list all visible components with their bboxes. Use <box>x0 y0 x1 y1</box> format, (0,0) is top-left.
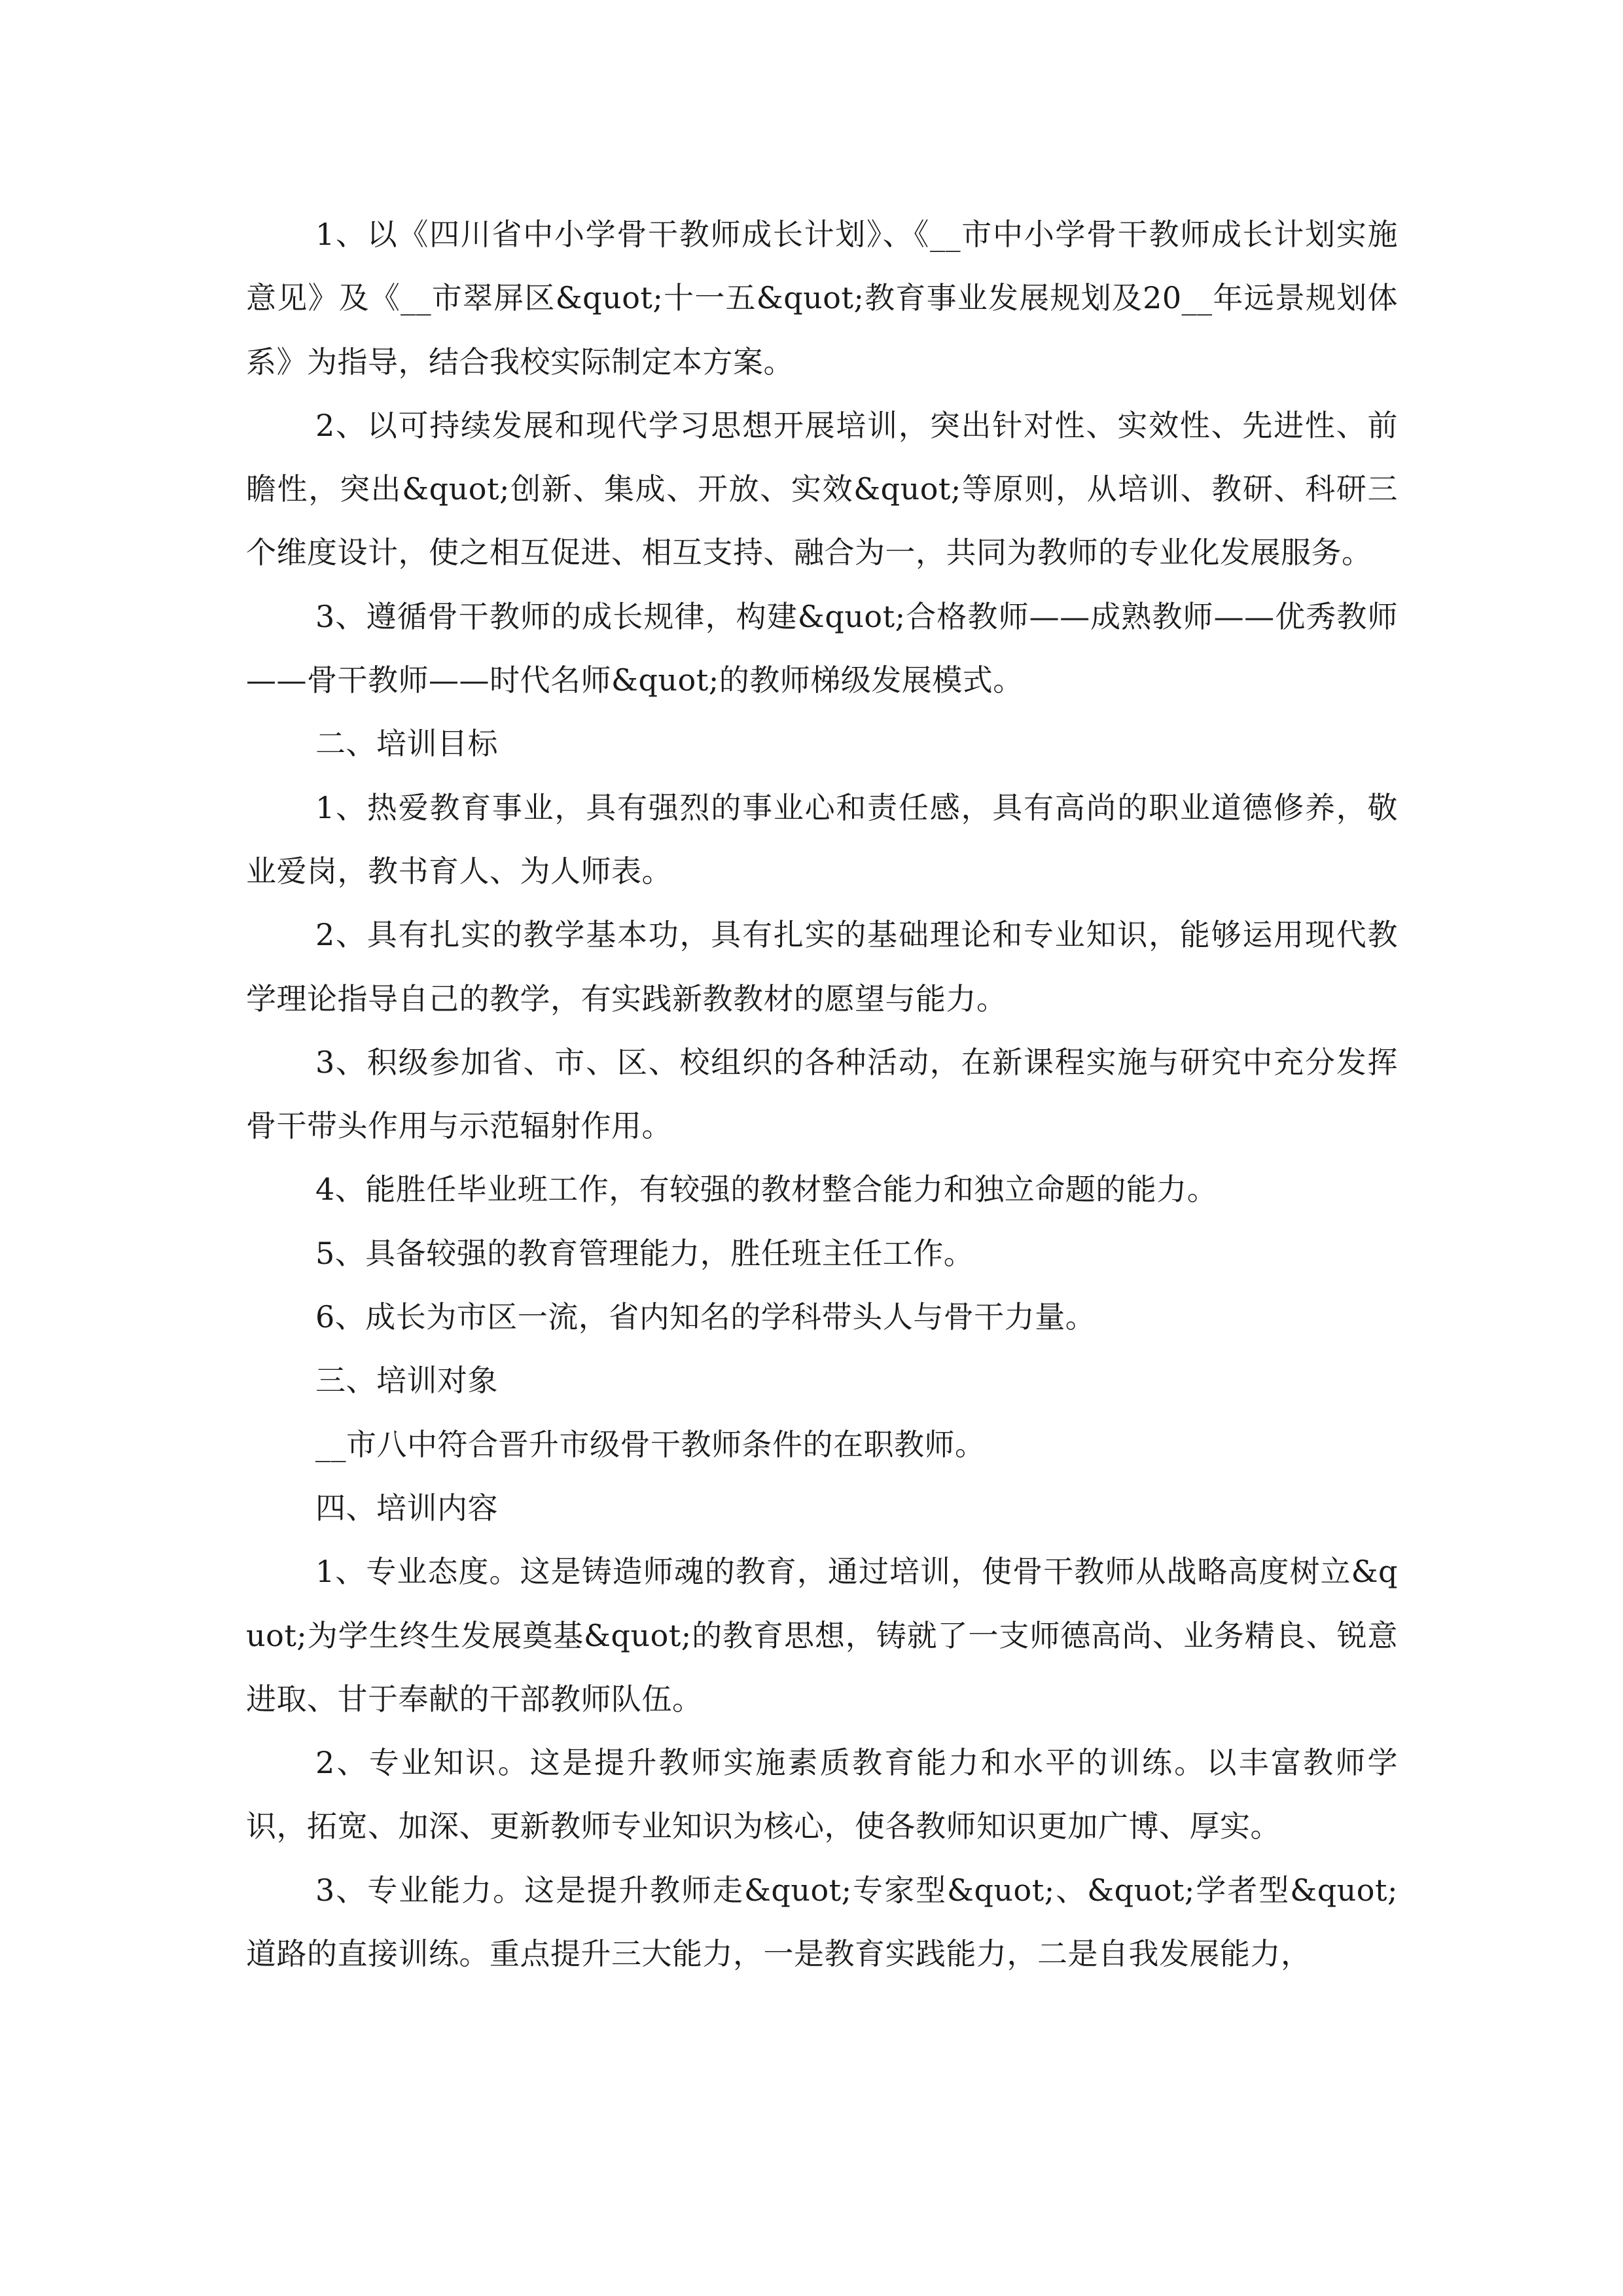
paragraph-goal-4: 4、能胜任毕业班工作，有较强的教材整合能力和独立命题的能力。 <box>315 1172 1218 1208</box>
paragraph-goal-6: 6、成长为市区一流，省内知名的学科带头人与骨干力量。 <box>315 1299 1096 1335</box>
section-heading-training-goals: 二、培训目标 <box>315 726 498 762</box>
paragraph-goal-1: 1、热爱教育事业，具有强烈的事业心和责任感，具有高尚的职业道德修养，敬业爱岗，教书育人、为人师表。 <box>246 789 1398 889</box>
paragraph-targets: __市八中符合晋升市级骨干教师条件的在职教师。 <box>315 1426 986 1462</box>
paragraph-goal-3: 3、积级参加省、市、区、校组织的各种活动，在新课程实施与研究中充分发挥骨干带头作用与示范辐射作用。 <box>246 1044 1398 1144</box>
paragraph-guideline-2: 2、以可持续发展和现代学习思想开展培训，突出针对性、实效性、先进性、前瞻性，突出&quot;创新、集成、开放、实效&quot;等原则，从培训、教研、科研三个维度设计，使之相互促进、相互支持、融合为一，共同为教师的专业化发展服务。 <box>246 407 1398 571</box>
section-heading-training-targets: 三、培训对象 <box>315 1363 498 1399</box>
paragraph-guideline-1: 1、以《四川省中小学骨干教师成长计划》、《__市中小学骨干教师成长计划实施意见》及《__市翠屏区&quot;十一五&quot;教育事业发展规划及20__年远景规划体系》为指导，结合我校实际制定本方案。 <box>246 217 1398 380</box>
document-body <box>246 203 1398 1986</box>
paragraph-guideline-3: 3、遵循骨干教师的成长规律，构建&quot;合格教师——成熟教师——优秀教师——骨干教师——时代名师&quot;的教师梯级发展模式。 <box>246 598 1398 698</box>
paragraph-goal-5: 5、具备较强的教育管理能力，胜任班主任工作。 <box>315 1235 974 1271</box>
section-heading-training-content: 四、培训内容 <box>315 1490 498 1526</box>
paragraph-goal-2: 2、具有扎实的教学基本功，具有扎实的基础理论和专业知识，能够运用现代教学理论指导自己的教学，有实践新教教材的愿望与能力。 <box>246 917 1398 1016</box>
paragraph-content-2: 2、专业知识。这是提升教师实施素质教育能力和水平的训练。以丰富教师学识，拓宽、加深、更新教师专业知识为核心，使各教师知识更加广博、厚实。 <box>246 1745 1398 1844</box>
paragraph-content-1: 1、专业态度。这是铸造师魂的教育，通过培训，使骨干教师从战略高度树立&quot;为学生终生发展奠基&quot;的教育思想，铸就了一支师德高尚、业务精良、锐意进取、甘于奉献的干部教师队伍。 <box>246 1554 1398 1717</box>
paragraph-content-3: 3、专业能力。这是提升教师走&quot;专家型&quot;、&quot;学者型&quot;道路的直接训练。重点提升三大能力，一是教育实践能力，二是自我发展能力， <box>246 1872 1398 1972</box>
